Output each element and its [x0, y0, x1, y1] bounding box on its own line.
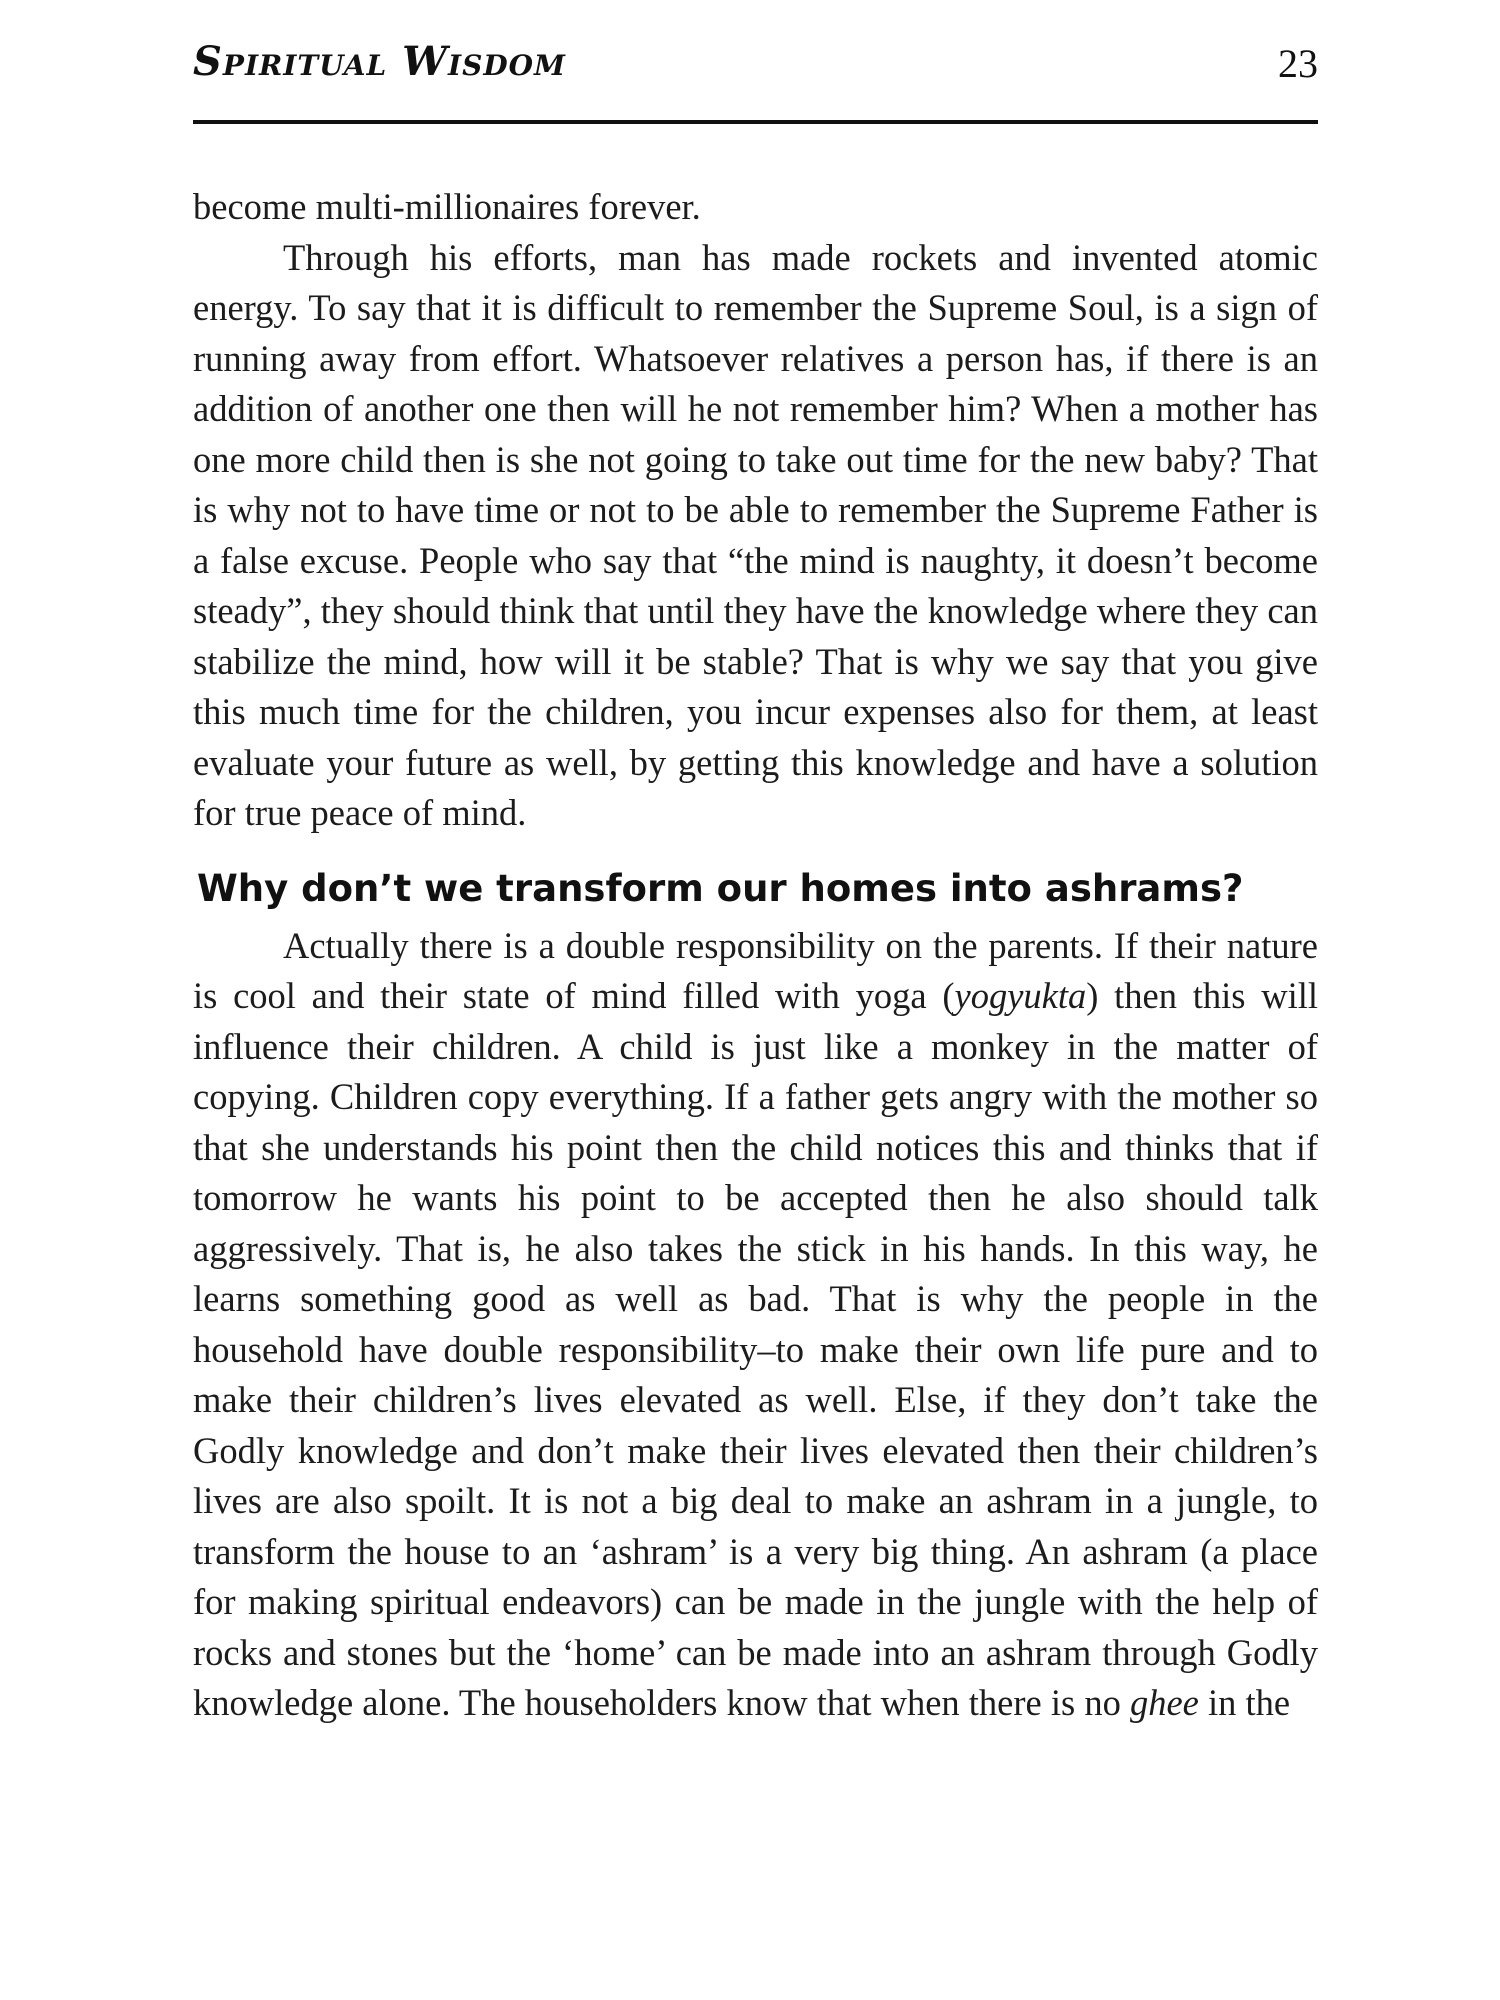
running-header [193, 38, 1318, 124]
term-yogyukta: yogyukta [954, 975, 1087, 1016]
page-number: 23 [1278, 41, 1318, 86]
book-title: Spiritual Wisdom [193, 38, 567, 85]
paragraph-responsibility [193, 921, 1318, 1729]
book-page [193, 38, 1318, 1729]
paragraph-text: in the [1198, 1682, 1291, 1723]
term-ghee: ghee [1129, 1682, 1199, 1723]
paragraph-text: ) then this will influence their children. A child is just like a monkey in the matter of copying. Children copy everything. If a father gets angry with the mother so that she understands his point then the child notices this and thinks that if tomorrow he wants his point to be accepted then he also should talk aggressively. That is, he also takes the stick in his hands. In this way, he learns something good as well as bad. That is why the people in the household have double responsibility–to make their own life pure and to make their children’s lives elevated as well. Else, if they don’t take the Godly knowledge and don’t make their lives elevated then their children’s lives are also spoilt. It is not a big deal to make an ashram in a jungle, to transform the house to an ‘ashram’ is a very big thing. An ashram (a place for making spiritual endeavors) can be made in the jungle with the help of rocks and stones but the ‘home’ can be made into an ashram through Godly knowledge alone. The householders know that when there is no [193, 975, 1318, 1723]
paragraph-text: Actually there is a double responsibility on the parents. If their nature is cool and their state of mind filled with yoga ( [193, 924, 1318, 1016]
paragraph-efforts: Through his efforts, man has made rockets and invented atomic energy. To say that it is difficult to remember the Supreme Soul, is a sign of running away from effort. Whatsoever relatives a person has, if there is an addition of another one then will he not remember him? When a mother has one more child then is she not going to take out time for the new baby? That is why not to have time or not to be able to remember the Supreme Father is a false excuse. People who say that “the mind is naughty, it doesn’t become steady”, they should think that until they have the knowledge where they can stabilize the mind, how will it be stable? That is why we say that you give this much time for the children, you incur expenses also for them, at least evaluate your future as well, by getting this knowledge and have a solution for true peace of mind. [193, 236, 1318, 833]
section-heading: Why don’t we transform our homes into ashrams? [197, 866, 1244, 910]
paragraph-continued: become multi-millionaires forever. [193, 186, 701, 227]
